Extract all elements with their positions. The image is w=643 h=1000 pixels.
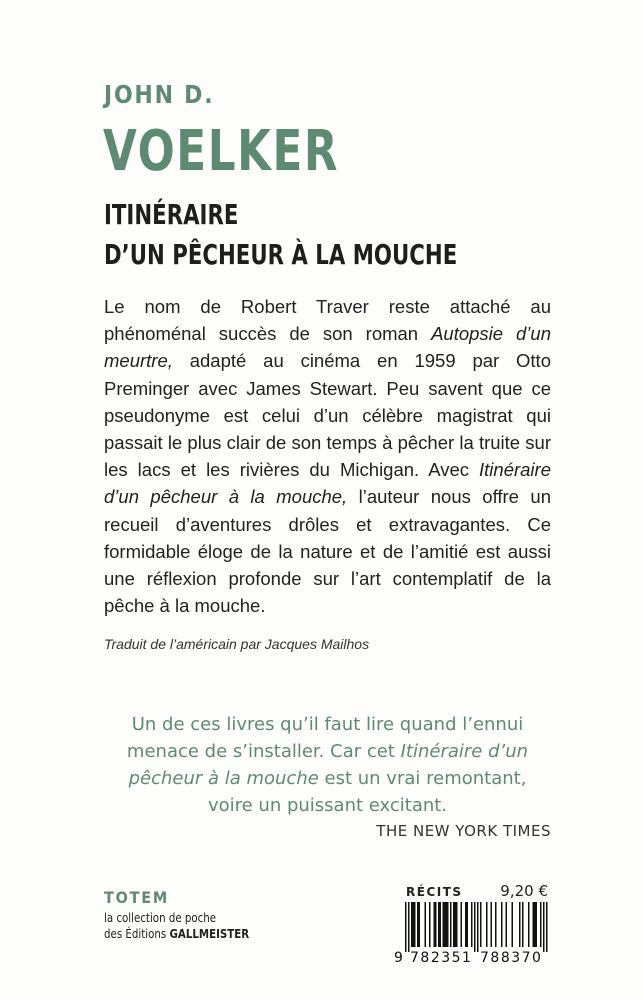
barcode-bar [405, 902, 407, 952]
barcode-bar [447, 902, 449, 947]
barcode-bar [477, 902, 479, 952]
barcode-bar [465, 902, 467, 947]
barcode-bar [425, 902, 427, 947]
barcode-bar [455, 902, 457, 947]
barcode-bar [501, 902, 503, 947]
barcode-bar [461, 902, 463, 947]
barcode-bar [444, 902, 446, 947]
barcode-bar [534, 902, 536, 947]
series-name: TOTEM [104, 888, 170, 907]
barcode-bar [540, 902, 542, 947]
barcode-digit-first: 9 [394, 950, 403, 966]
press-quote [104, 711, 551, 819]
barcode-bar [491, 902, 493, 947]
barcode-bar [546, 902, 548, 952]
genre-label: RÉCITS [406, 885, 463, 899]
barcode-bar [480, 902, 482, 947]
barcode-bar [486, 902, 488, 947]
quote-italic: Itinéraire d’un pêcheur à la mouche [128, 741, 529, 789]
quote-text-2: est un vrai remontant, voire un puissant excitant. [207, 768, 527, 816]
barcode-bar [536, 902, 538, 947]
barcode-bar [519, 902, 521, 947]
barcode-bar [435, 902, 437, 947]
barcode-bar [495, 902, 497, 947]
barcode-bar [450, 902, 452, 947]
barcode-digits-right: 788370 [480, 950, 543, 966]
blurb-text-1: Le nom de Robert Traver reste attaché au phénoménal succès de son roman [104, 296, 551, 345]
barcode-bar [413, 902, 415, 947]
translator-credit: Traduit de l’américain par Jacques Mailhos [104, 636, 370, 652]
barcode-bar [429, 902, 431, 947]
quote-text-1: Un de ces livres qu’il faut lire quand l’ennui menace de s’installer. Car cet [126, 714, 524, 762]
barcode-bar [512, 902, 514, 947]
title-line-1: ITINÉRAIRE [104, 198, 239, 231]
barcode-bar [543, 902, 545, 952]
title-line-2: D’UN PÊCHEUR À LA MOUCHE [104, 238, 458, 271]
barcode-bar [443, 902, 445, 947]
barcode-bar [414, 902, 416, 947]
barcode-bar [446, 902, 448, 947]
author-last-name: VOELKER [103, 119, 340, 184]
book-title [104, 195, 457, 275]
blurb-italic-1: Autopsie d’un meurtre, [104, 323, 551, 372]
barcode-bar [506, 902, 508, 947]
barcode-bar [474, 902, 476, 952]
barcode-bar [456, 902, 458, 947]
barcode-bar [408, 902, 410, 952]
series-publisher-prefix: des Éditions [104, 926, 170, 941]
barcode-bar [453, 902, 455, 947]
barcode-digits-left: 782351 [410, 950, 473, 966]
blurb-text-2: adapté au cinéma en 1959 par Otto Preminger avec James Stewart. Peu savent que ce pseudonyme est celui d’un célèbre magistrat qui passait le plus clair de son temps à pêcher la truite sur les lacs et les rivières du Michigan. Avec [104, 350, 551, 481]
barcode-bar [471, 902, 473, 947]
barcode-bars [394, 902, 551, 952]
barcode-bar [533, 902, 535, 947]
barcode-bar [411, 902, 413, 947]
series-publisher-line [104, 926, 249, 941]
blurb-italic-2: Itinéraire d’un pêcheur à la mouche, [104, 459, 551, 508]
barcode-bar [522, 902, 524, 947]
barcode-bar [467, 902, 469, 947]
price-label: 9,20 € [500, 882, 548, 900]
barcode-bar [419, 902, 421, 947]
blurb-text-3: l’auteur nous offre un recueil d’aventures drôles et extravagantes. Ce formidable éloge de la nature et de l’amitié est aussi une réflexion profonde sur l’art contemplatif de la pêche à la mouche. [104, 486, 551, 617]
publisher-name: GALLMEISTER [169, 926, 250, 941]
book-blurb [104, 293, 551, 619]
barcode-bar [417, 902, 419, 947]
barcode-bar [528, 902, 530, 947]
barcode-block [394, 882, 551, 968]
series-tagline: la collection de poche [104, 910, 217, 925]
quote-source: THE NEW YORK TIMES [376, 822, 551, 840]
barcode-bar [434, 902, 436, 947]
barcode-bar [440, 902, 442, 947]
author-first-name: JOHN D. [104, 80, 215, 109]
barcode-bar [438, 902, 440, 947]
